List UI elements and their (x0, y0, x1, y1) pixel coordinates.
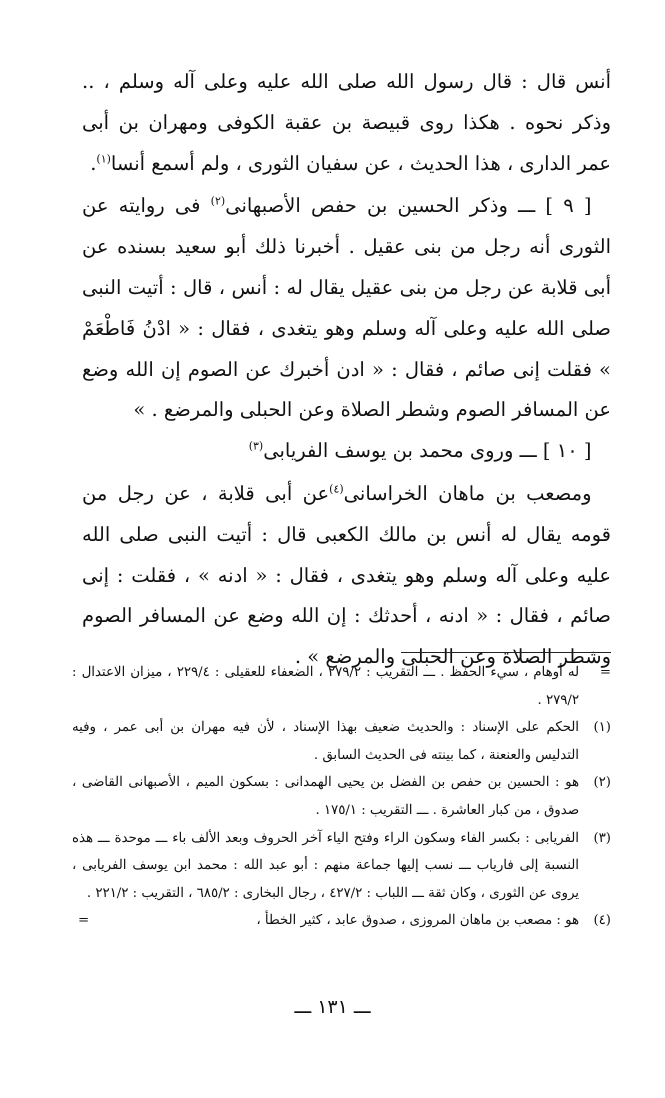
hadith-9-heading: [ ٩ ] ـــ وذكر الحسين بن حفص الأصبهانى (225, 194, 592, 218)
footnote-ref-3: (٣) (248, 439, 264, 453)
footnote-4-text: هو : مصعب بن ماهان المروزى ، صدوق عابد ، كثير الخطأ ، (256, 913, 579, 929)
footnote-ref-2: (٢) (210, 194, 226, 208)
continuation-text: له أوهام ، سيء الحفظ . ـــ التقريب : ٢٧٩/٢ ، الضعفاء للعقيلى : ٢٢٩/٤ ، ميزان الاعتدال : ٢٧٩/٢ . (72, 665, 580, 708)
main-text (82, 62, 611, 678)
footnote-4-number: (٤) (593, 913, 611, 929)
footnote-1 (72, 714, 611, 769)
paragraph-hadith-9 (82, 186, 611, 431)
paragraph-1-end: . (90, 151, 97, 175)
footnote-4-continues-mark: = (78, 913, 90, 929)
paragraph-hadith-10 (82, 474, 611, 678)
paragraph-1 (82, 62, 611, 184)
paragraph-1-text: أنس قال : قال رسول الله صلى الله عليه وعلى آله وسلم ، .. وذكر نحوه . هكذا روى قبيصة بن عقبة الكوفى ومهران بن أبى عمر الدارى ، هذا الحديث ، عن سفيان الثورى ، ولم أسمع أنسا (82, 70, 611, 175)
footnote-2-text: هو : الحسين بن حفص بن الفضل بن يحيى الهمدانى : بسكون الميم ، الأصبهانى القاضى ، صدوق ، من كبار العاشرة . ـــ التقريب : ١٧٥/١ . (72, 775, 579, 818)
footnotes (72, 659, 611, 935)
footnote-3-number: (٣) (593, 830, 611, 846)
hadith-10-text: عن أبى قلابة ، عن رجل من قومه يقال له أنس بن مالك الكعبى قال : أتيت النبى صلى الله عليه وعلى آله وسلم وهو يتغدى ، فقال : « ادنه » ، فقلت : إنى صائم ، فقال : « ادنه ، أحدثك : إن الله وضع عن المسافر الصوم وشطر الصلاة وعن الحبلى والمرضع » . (82, 481, 611, 669)
footnote-continuation (72, 659, 611, 714)
footnote-ref-1: (١) (96, 152, 111, 166)
hadith-9-text: فى روايته عن الثورى أنه رجل من بنى عقيل . أخبرنا ذلك أبو سعيد بسنده عن أبى قلابة عن رجل من بنى عقيل يقال له : أنس ، قال : أتيت النبى صلى الله عليه وعلى آله وسلم وهو يتغدى ، فقال : « ادْنُ فَاطْعَمْ » فقلت إنى صائم ، فقال : « ادن أخبرك عن الصوم إن الله وضع عن المسافر الصوم وشطر الصلاة وعن الحبلى والمرضع . » (82, 194, 611, 422)
footnote-3 (72, 825, 611, 908)
page-number: ـــ ١٣١ ـــ (294, 996, 371, 1018)
footnote-ref-4: (٤) (329, 482, 344, 496)
footnote-1-number: (١) (593, 720, 611, 736)
footnote-2-number: (٢) (593, 775, 611, 791)
footnote-divider (401, 652, 611, 653)
hadith-10-heading: [ ١٠ ] ـــ وروى محمد بن يوسف الفريابى (263, 439, 592, 463)
hadith-10-narrator: ومصعب بن ماهان الخراسانى (343, 481, 592, 505)
continuation-mark: = (599, 665, 611, 680)
paragraph-hadith-10-heading (82, 431, 611, 472)
footnote-1-text: الحكم على الإسناد : والحديث ضعيف بهذا الإسناد ، لأن فيه مهران بن أبى عمر ، وفيه التدليس والعنعنة ، كما بينته فى الحديث السابق . (72, 720, 579, 763)
footnote-4 (72, 907, 611, 935)
footnote-3-text: الفريابى : بكسر الفاء وسكون الراء وفتح الياء آخر الحروف وبعد الألف باء ـــ موحدة ـــ هذه النسبة إلى فارياب ـــ نسب إليها جماعة منهم : أبو عبد الله : محمد ابن يوسف الفريابى ، يروى عن الثورى ، وكان ثقة ـــ اللباب : ٤٢٧/٢ ، رجال البخارى : ٦٨٥/٢ ، التقريب : ٢٢١/٢ . (72, 830, 579, 901)
footnote-2 (72, 769, 611, 824)
